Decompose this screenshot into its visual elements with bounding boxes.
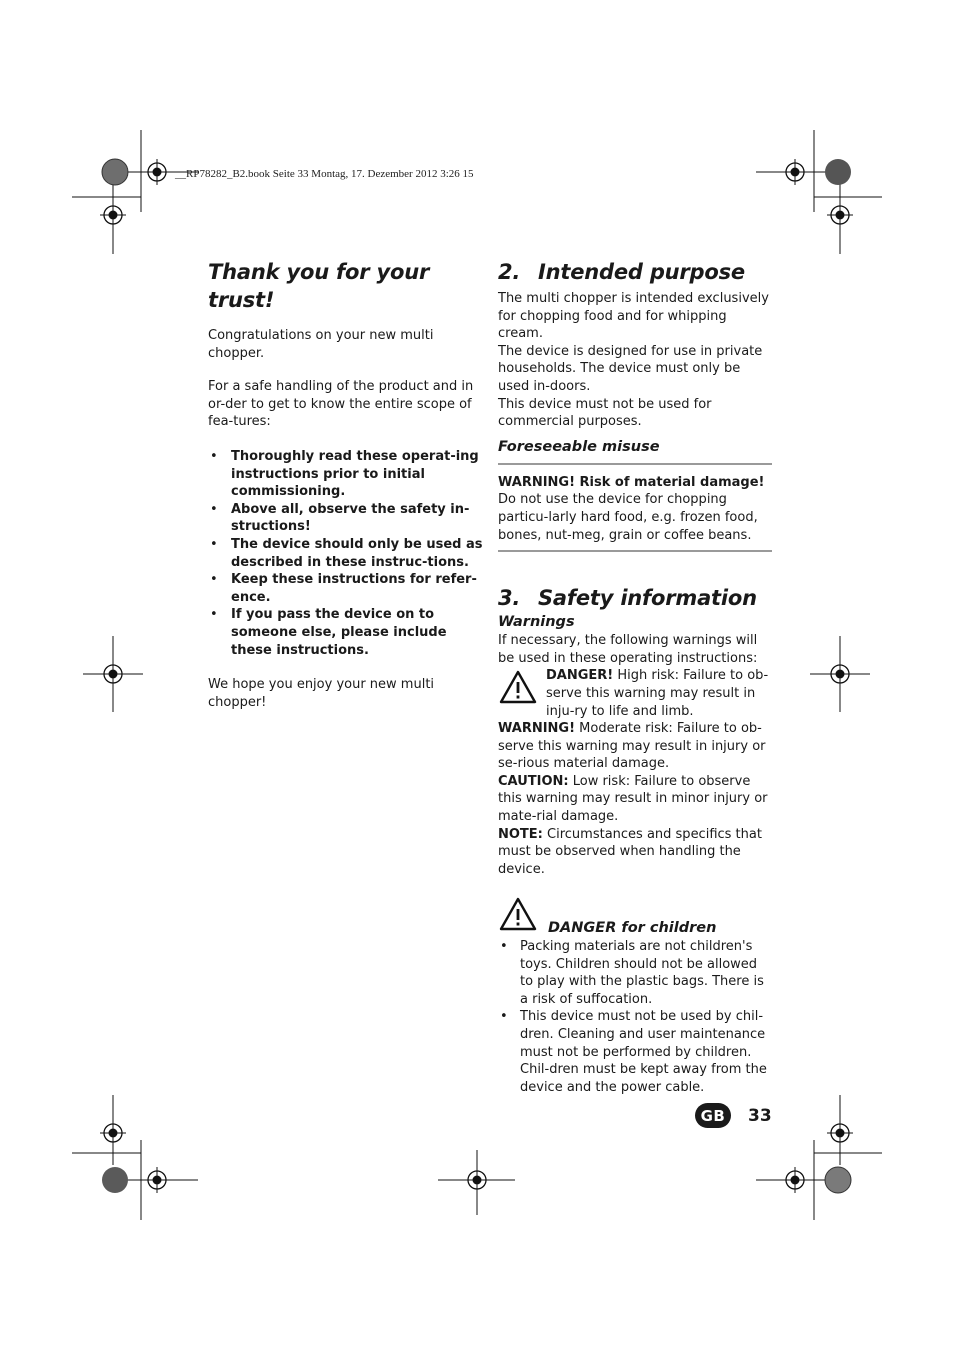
left-column [208,258,483,711]
danger-definition: DANGER! High risk: Failure to ob-serve this warning may result in inju-ry to life and limb. [498,667,772,720]
list-item: • The device should only be used as described in these instruc-tions. [208,536,483,571]
closing-text: We hope you enjoy your new multi chopper! [208,677,435,710]
material-warning-text: Do not use the device for chopping particu-larly hard food, e.g. frozen food, bones, nut-meg, grain or coffee beans. [498,492,758,543]
safety-information-heading: 3. Safety information [498,586,757,611]
divider [498,550,772,552]
private-use-text: The device is designed for use in private households. The device must only be used in-doors. [498,343,763,394]
thank-you-heading: Thank you for your trust! [208,260,430,312]
list-item: • If you pass the device on to someone else, please include these instructions. [208,606,483,659]
children-danger-heading: DANGER for children [498,896,772,938]
warning-triangle-icon [498,896,548,938]
warning-definition: WARNING! Moderate risk: Failure to ob-serve this warning may result in injury or se-rious material damage. [498,721,766,772]
misuse-heading: Foreseeable misuse [498,438,660,455]
material-warning-title: WARNING! Risk of material damage! [498,474,765,490]
list-item: • Above all, observe the safety in-structions! [208,501,483,536]
page-footer [695,1103,772,1128]
warning-triangle-icon [498,667,546,720]
purpose-text: The multi chopper is intended exclusively for chopping food and for whipping cream. [498,291,769,342]
language-badge: GB [695,1103,731,1128]
list-item: • Keep these instructions for refer-ence. [208,571,483,606]
intro-text: For a safe handling of the product and in or-der to get to know the entire scope of fea-tures: [208,379,474,430]
intended-purpose-heading: 2. Intended purpose [498,260,745,284]
right-column [498,258,772,1096]
commercial-text: This device must not be used for commercial purposes. [498,396,712,430]
note-definition: NOTE: Circumstances and specifics that must be observed when handling the device. [498,826,762,877]
list-item: • Thoroughly read these operat-ing instructions prior to initial commissioning. [208,448,483,501]
list-item: • Packing materials are not children's toys. Children should not be allowed to play with the plastic bags. There is a risk of suffocation. [498,938,772,1008]
divider [498,463,772,465]
children-list [498,938,772,1096]
print-file-header: __RP78282_B2.book Seite 33 Montag, 17. Dezember 2012 3:26 15 [175,168,474,180]
congrats-text: Congratulations on your new multi chopper. [208,328,434,361]
warnings-heading: Warnings [498,614,575,631]
warnings-intro: If necessary, the following warnings will be used in these operating instructions: [498,633,758,666]
list-item: • This device must not be used by chil-dren. Cleaning and user maintenance must not be performed by children. Chil-dren must be kept away from the device and the power cable. [498,1008,772,1096]
instruction-list [208,448,483,659]
page-number: 33 [748,1105,772,1126]
caution-definition: CAUTION: Low risk: Failure to observe this warning may result in minor injury or mate-rial damage. [498,773,768,825]
